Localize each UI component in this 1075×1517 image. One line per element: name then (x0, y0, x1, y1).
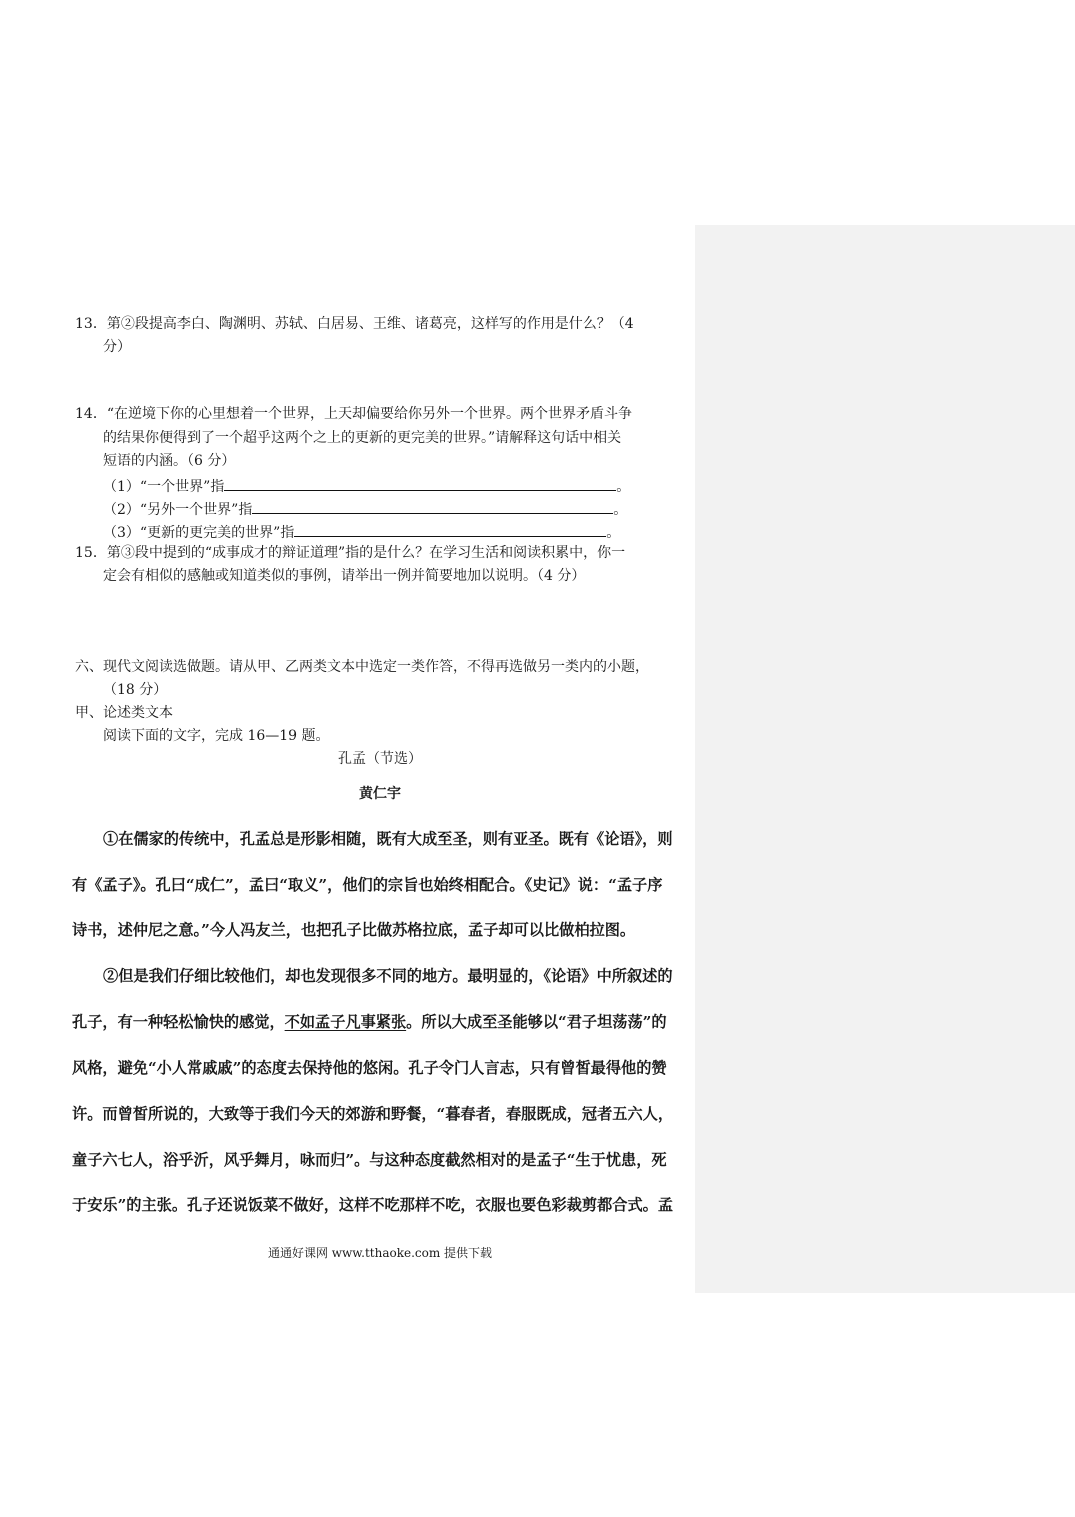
section6-line2: （18 分） (103, 682, 168, 698)
page-footer: 通通好课网 www.tthaoke.com 提供下载 (267, 1246, 493, 1260)
section6-subheading: 甲、论述类文本 (75, 705, 173, 721)
q14-blank-2 (103, 499, 627, 518)
q13-line2: 分） (103, 339, 131, 355)
passage-line: ②但是我们仔细比较他们，却也发现很多不同的地方。最明显的，《论语》中所叙述的 (103, 967, 673, 985)
q15-line2: 定会有相似的感触或知道类似的事例，请举出一例并简要地加以说明。（4 分） (103, 568, 586, 584)
passage-line: 诗书，述仲尼之意。”今人冯友兰，也把孔子比做苏格拉底，孟子却可以比做柏拉图。 (72, 921, 636, 939)
q14-blank-1 (103, 476, 630, 495)
q14-line1: 14．“在逆境下你的心里想着一个世界，上天却偏要给你另外一个世界。两个世界矛盾斗争 (75, 406, 632, 422)
passage-text: 。所以大成至圣能够以“君子坦荡荡”的 (406, 1013, 667, 1031)
answer-blank[interactable] (224, 476, 616, 491)
passage-line: 有《孟子》。孔曰“成仁”，孟曰“取义”，他们的宗旨也始终相配合。《史记》说：“孟子序 (72, 876, 663, 894)
passage-line: 童子六七人，浴乎沂，风乎舞月，咏而归”。与这种态度截然相对的是孟子“生于忧患，死 (72, 1151, 667, 1169)
passage-text: 孔子，有一种轻松愉快的感觉， (72, 1013, 285, 1031)
q14-line3: 短语的内涵。（6 分） (103, 453, 236, 469)
passage-author: 黄仁宇 (359, 786, 401, 802)
underlined-phrase: 不如孟子凡事紧张 (284, 1013, 407, 1031)
q15-line1: 15．第③段中提到的“成事成才的辩证道理”指的是什么？在学习生活和阅读积累中，你一 (75, 545, 626, 561)
answer-blank[interactable] (294, 522, 606, 537)
q14-line2: 的结果你便得到了一个超乎这两个之上的更新的更完美的世界。”请解释这句话中相关 (103, 430, 622, 446)
section6-instruction: 阅读下面的文字，完成 16—19 题。 (103, 728, 330, 744)
q14-blank-3 (103, 522, 620, 541)
passage-line: ①在儒家的传统中，孔孟总是形影相随，既有大成至圣，则有亚圣。既有《论语》，则 (103, 830, 673, 848)
blank-label: （3）“更新的更完美的世界”指 (103, 525, 295, 541)
q13-line1: 13．第②段提高李白、陶渊明、苏轼、白居易、王维、诸葛亮，这样写的作用是什么？（4 (75, 316, 634, 332)
blank-label: （2）“另外一个世界”指 (103, 502, 253, 518)
blank-end: 。 (616, 479, 631, 495)
passage-line (72, 1014, 667, 1030)
passage-line: 许。而曾皙所说的，大致等于我们今天的郊游和野餐，“暮春者，春服既成，冠者五六人， (72, 1105, 674, 1123)
passage-line: 风格，避免“小人常戚戚”的态度去保持他的悠闲。孔子令门人言志，只有曾皙最得他的赞 (72, 1059, 667, 1077)
blank-end: 。 (606, 525, 621, 541)
section6-line1: 六、现代文阅读选做题。请从甲、乙两类文本中选定一类作答，不得再选做另一类内的小题， (75, 659, 649, 675)
passage-title: 孔孟（节选） (338, 751, 422, 767)
blank-label: （1）“一个世界”指 (103, 479, 225, 495)
answer-blank[interactable] (252, 499, 613, 514)
passage-line: 于安乐”的主张。孔子还说饭菜不做好，这样不吃那样不吃，衣服也要色彩裁剪都合式。孟 (72, 1196, 674, 1214)
blank-end: 。 (613, 502, 628, 518)
